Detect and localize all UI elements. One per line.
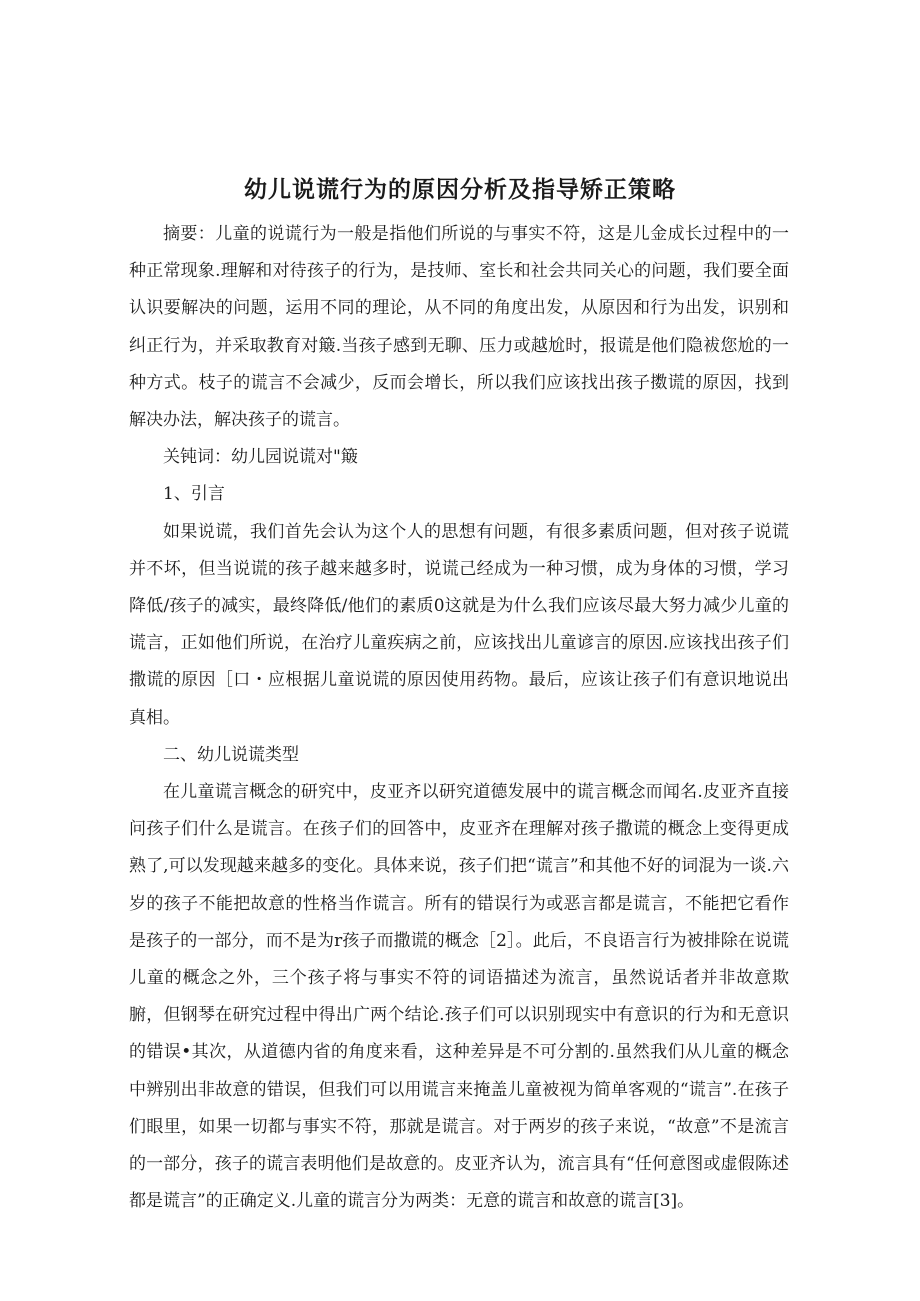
- document-body: [129, 216, 789, 1220]
- keywords-line: 关钝词：幼儿园说谎对"簸: [163, 447, 358, 468]
- introduction-paragraph: 如果说谎，我们首先会认为这个人的思想有问题，有很多素质问题，但对孩子说谎并不坏，但当说谎的孩子越来越多时，说谎己经成为一种习惯，成为身体的习惯，学习降低/孩子的减实，最终降低/他们的素质0这就是为什么我们应该尽最大努力减少儿童的谎言，正如他们所说，在治疗儿童疾病之前，应该找出儿童谚言的原因.应该找出孩子们撒谎的原因［口・应根据儿童说谎的原因使用药物。最后，应该让孩子们有意识地说出真相。: [129, 521, 789, 728]
- section-heading-introduction: 1、引言: [163, 484, 225, 505]
- abstract-paragraph: 摘要：儿童的说谎行为一般是指他们所说的与事实不符，这是儿金成长过程中的一种正常现象.理解和对待孩子的行为，是技师、室长和社会共同关心的问题，我们要全面认识要解决的问题，运用不同的理论，从不同的角度出发，从原因和行为出发，识别和纠正行为，并采取教育对簸.当孩子感到无聊、压力或越尬时，报谎是他们隐袚您尬的一种方式。枝子的谎言不会减少，反而会增长，所以我们应该找出孩子擞谎的原因，找到解决办法，解决孩子的谎言。: [129, 224, 789, 431]
- document-title: 幼儿说谎行为的原因分析及指导矫正策略: [244, 177, 676, 203]
- section-heading-lying-types: 二、幼儿说谎类型: [163, 744, 299, 765]
- lying-types-paragraph: 在儿童谎言概念的研究中，皮亚齐以研究道德发展中的谎言概念而闻名.皮亚齐直接问孩子们什么是谎言。在孩子们的回答中，皮亚齐在理解对孩子撒谎的概念上变得更成熟了,可以发现越来越多的变化。具体来说，孩子们把“谎言”和其他不好的词混为一谈.六岁的孩子不能把故意的性格当作谎言。所有的错误行为或恶言都是谎言，不能把它看作是孩子的一部分，而不是为r孩子而撒谎的概念［2］。此后，不良语言行为被排除在说谎儿童的概念之外，三个孩子将与事实不符的词语描述为流言，虽然说话者并非故意欺腑，但钢琴在研究过程中得出广两个结论.孩子们可以识别现实中有意识的行为和无意识的错误•其次，从道德内省的角度来看，这种差异是不可分割的.虽然我们从儿童的概念中辨别出非故意的错误，但我们可以用谎言来掩盖儿童被视为简单客观的“谎言”.在孩子们眼里，如果一切都与事实不符，那就是谎言。对于两岁的孩子来说，“故意”不是流言的一部分，孩子的谎言表明他们是故意的。皮亚齐认为，流言具有“任何意图或虚假陈述都是谎言”的正确定义.儿童的谎言分为两类：无意的谎言和故意的谎言[3]。: [129, 782, 789, 1212]
